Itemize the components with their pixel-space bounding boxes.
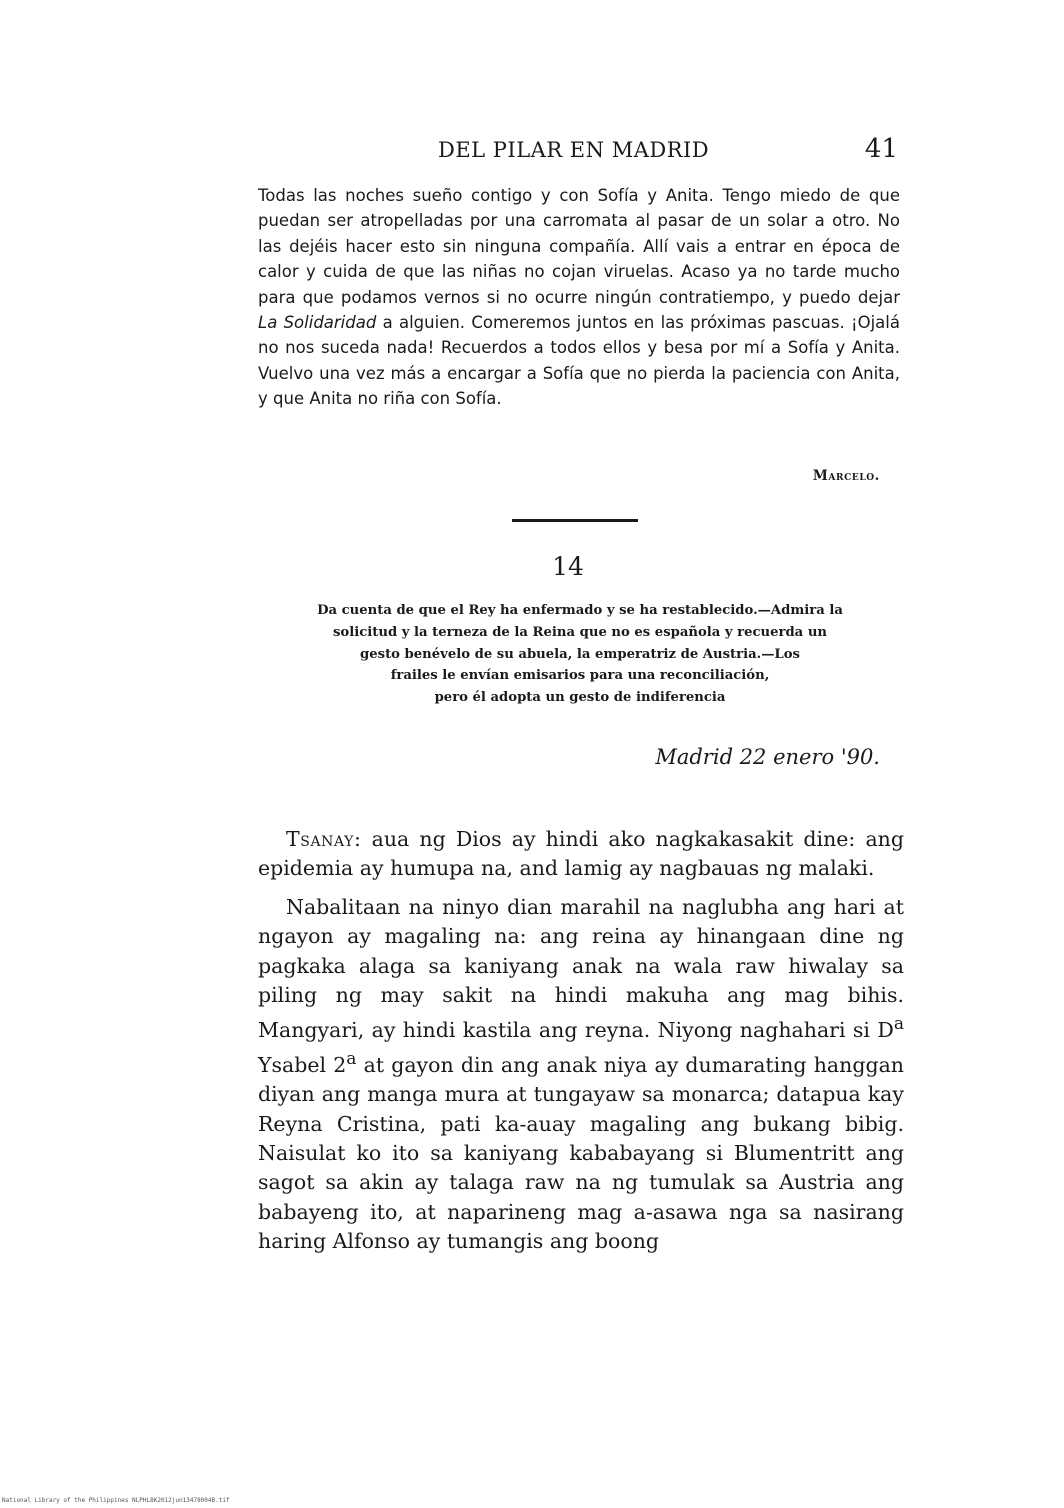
scan-footer: National Library of the Philippines NLPHLBK2012jun13478004B.tif bbox=[2, 1497, 230, 1504]
summary-line: gesto benévelo de su abuela, la emperatriz de Austria.—Los bbox=[360, 646, 800, 662]
letter-text: Todas las noches sueño contigo y con Sofía y Anita. Tengo miedo de que puedan ser atropelladas por una carromata al pasar de un solar a otro. No las dejéis hacer esto sin ninguna compañía. Allí vais a entrar en época de calor y cuida de que las niñas no cojan viruelas. Acaso ya no tarde mucho para que podamos vernos si no ocurre ningún contratiempo, y puedo dejar bbox=[258, 186, 900, 307]
summary-line: Da cuenta de que el Rey ha enfermado y se ha restablecido.—Admira la bbox=[317, 603, 843, 618]
section-divider bbox=[512, 519, 638, 522]
body-paragraph-2 bbox=[258, 893, 904, 1256]
signature: Marcelo. bbox=[812, 468, 880, 484]
salutation: Tsanay: bbox=[286, 827, 362, 851]
superscript: a bbox=[893, 1014, 904, 1035]
letter-number: 14 bbox=[552, 552, 584, 581]
dateline: Madrid 22 enero '90. bbox=[655, 745, 880, 769]
letter-closing-paragraph bbox=[258, 183, 900, 412]
body-paragraph-1 bbox=[258, 825, 904, 884]
newspaper-title: La Solidaridad bbox=[258, 313, 377, 333]
letter-text-after: a alguien. Comeremos juntos en las próximas pascuas. ¡Ojalá no nos suceda nada! Recuerdos a todos ellos y besa por mí a Sofía y Anita. Vuelvo una vez más a encargar a Sofía que no pierda la paciencia con Anita, y que Anita no riña con Sofía. bbox=[258, 313, 900, 409]
letter-summary bbox=[250, 600, 910, 709]
superscript: a bbox=[346, 1049, 357, 1070]
paragraph-text: aua ng Dios ay hindi ako nagkakasakit dine: ang epidemia ay humupa na, and lamig ay nagbauas ng malaki. bbox=[258, 827, 904, 881]
summary-line: solicitud y la terneza de la Reina que no es española y recuerda un bbox=[333, 624, 827, 640]
summary-line: frailes le envían emisarios para una reconciliación, bbox=[390, 668, 770, 684]
paragraph-text: Ysabel 2 bbox=[258, 1053, 347, 1078]
page-number: 41 bbox=[864, 134, 898, 164]
summary-line: pero él adopta un gesto de indiferencia bbox=[434, 690, 726, 706]
running-title: DEL PILAR EN MADRID bbox=[438, 138, 710, 162]
page-header bbox=[258, 132, 902, 172]
paragraph-text: at gayon din ang anak niya ay dumarating hanggan diyan ang manga mura at tungayaw sa monarca; datapua kay Reyna Cristina, pati ka-auay magaling ang bukang bibig. Naisulat ko ito sa kaniyang kababayang si Blumentritt ang sagot sa akin ay talaga raw na ng tumulak sa Austria ang babayeng ito, at naparineng mag a-asawa nga sa nasirang haring Alfonso ay tumangis ang boong bbox=[258, 1053, 904, 1253]
paragraph-text: Nabalitaan na ninyo dian marahil na naglubha ang hari at ngayon ay magaling na: ang reina ay hinangaan dine ng pagkaka alaga sa kaniyang anak na wala raw hiwalay sa piling ng may sakit na hindi makuha ang mag bihis. Mangyari, ay hindi kastila ang reyna. Niyong naghahari si D bbox=[258, 895, 904, 1043]
